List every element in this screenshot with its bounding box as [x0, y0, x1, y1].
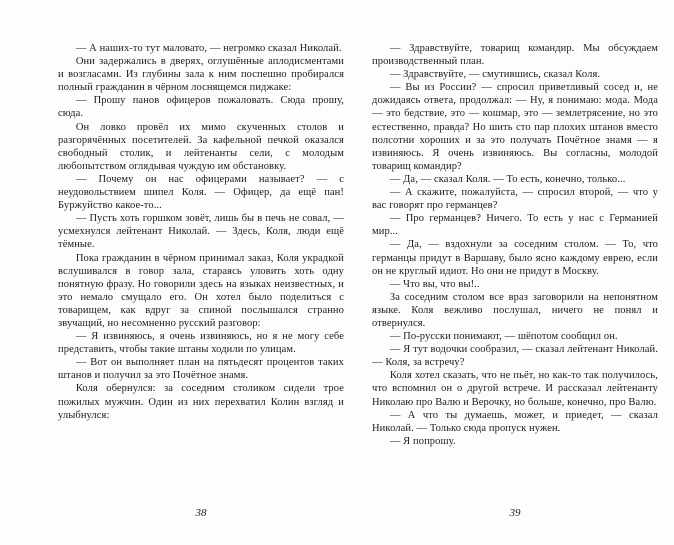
- paragraph: — А наших-то тут маловато, — негромко сказал Николай.: [75, 43, 342, 54]
- paragraph: — Я тут водочки сообразил, — сказал лейтенант Николай. — Коля, за встречу?: [372, 344, 658, 369]
- page-number-right: 39: [509, 507, 521, 519]
- page-number-left: 38: [195, 507, 207, 519]
- paragraph: — Пусть хоть горшком зовёт, лишь бы в печь не совал, — усмехнулся лейтенант Николай. — Здесь, Коля, люди ещё тёмные.: [58, 213, 344, 251]
- paragraph: — Вы из России? — спросил приветливый сосед и, не дожидаясь ответа, продолжал: — Ну, я понимаю: мода. Мода — это бедствие, это — кошмар, это — землетрясение, но это естественно, правда? Но шить сто пар плохих штанов вместо полсотни хороших и за это получать Почётное знамя — я извиняюсь. Я очень извиняюсь. Вы согласны, молодой товарищ командир?: [372, 82, 658, 172]
- paragraph: Коля хотел сказать, что не пьёт, но как-то так получилось, что вспомнил он о другой встрече. И рассказал лейтенанту Николаю про Валю и Верочку, но больше, конечно, про Валю.: [372, 370, 658, 408]
- paragraph: Он ловко провёл их мимо скученных столов и разгорячённых посетителей. За кафельной печкой оказался свободный столик, и лейтенанты сели, с молодым любопытством оглядывая чуждую им обстановку.: [58, 121, 344, 172]
- paragraph: Пока гражданин в чёрном принимал заказ, Коля украдкой вслушивался в говор зала, стараясь уловить хоть одну понятную фразу. Но говорили здесь на языках неизвестных, и это немало смущало его. Он хотел было поделиться с товарищем, как вдруг за спиной послышался странно звучащий, но несомненно русский разговор:: [58, 252, 344, 329]
- paragraph: — Про германцев? Ничего. То есть у нас с Германией мир...: [372, 213, 658, 238]
- paragraph: — Я извиняюсь, я очень извиняюсь, но я не могу себе представить, чтобы такие штаны ходили по улицам.: [58, 331, 344, 356]
- paragraph: — Я попрошу.: [389, 435, 456, 447]
- paragraph: Они задержались в дверях, оглушённые аплодисментами и возгласами. Из глубины зала к ним поспешно пробирался полный гражданин в чёрном лоснящемся пиджаке:: [58, 56, 344, 94]
- paragraph: — Что вы, что вы!..: [389, 278, 480, 290]
- paragraph: — А скажите, пожалуйста, — спросил второй, — что у вас говорят про германцев?: [372, 187, 658, 212]
- paragraph: — Здравствуйте, товарищ командир. Мы обсуждаем производственный план.: [372, 43, 658, 68]
- paragraph: — Здравствуйте, — смутившись, сказал Коля.: [389, 69, 601, 81]
- page-left-text: [58, 42, 344, 497]
- paragraph: — Почему он нас офицерами называет? — с неудовольствием шипел Коля. — Офицер, да ещё пан! Буржуйство какое-то...: [58, 173, 344, 212]
- paragraph: — Да, — сказал Коля. — То есть, конечно, только...: [389, 173, 626, 185]
- paragraph: — Да, — вздохнули за соседним столом. — То, что германцы придут в Варшаву, было ясно каждому еврею, если он не круглый идиот. Но они не придут в Москву.: [372, 239, 658, 277]
- paragraph: Коля обернулся: за соседним столиком сидели трое пожилых мужчин. Один из них перехватил Колин взгляд и улыбнулся:: [58, 383, 344, 421]
- paragraph: За соседним столом все враз заговорили на непонятном языке. Коля вежливо послушал, ничего не понял и отвернулся.: [372, 291, 658, 329]
- paragraph: — А что ты думаешь, может, и приедет, — сказал Николай. — Только сюда пропуск нужен.: [372, 409, 658, 434]
- paragraph: — По-русски понимают, — шёпотом сообщил он.: [389, 331, 618, 343]
- page-right-text: [372, 42, 658, 497]
- paragraph: — Прошу панов офицеров пожаловать. Сюда прошу, сюда.: [58, 95, 344, 120]
- page-right: [372, 42, 658, 545]
- paragraph: — Вот он выполняет план на пятьдесят процентов таких штанов и получил за это Почётное знамя.: [58, 357, 344, 382]
- page-left: [58, 42, 344, 545]
